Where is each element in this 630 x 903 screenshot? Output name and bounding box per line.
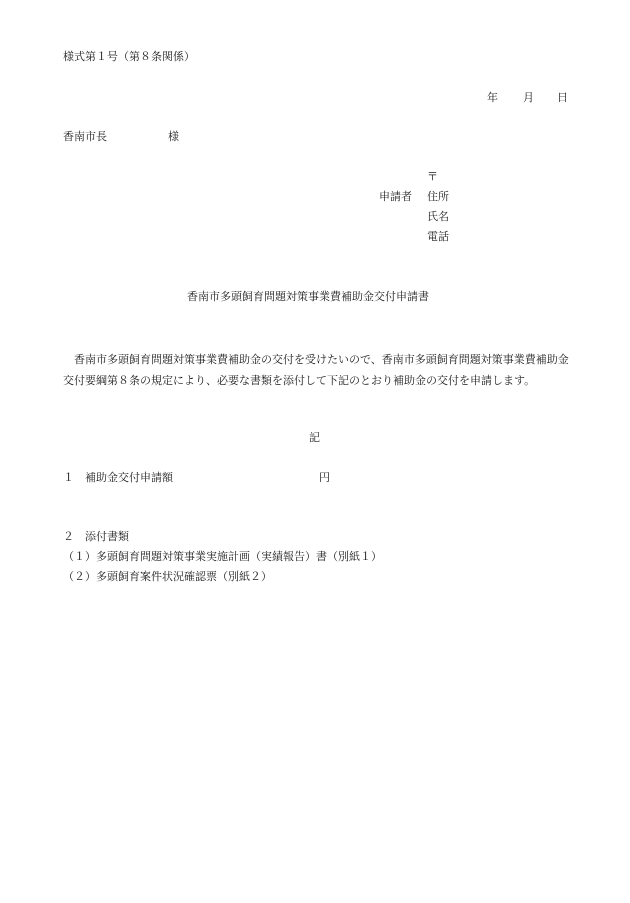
date-day: 日 [557,91,568,104]
date-year: 年 [487,91,498,104]
postal-mark: 〒 [427,170,438,183]
attachment-item: （１）多頭飼育問題対策事業実施計画（実績報告）書（別紙１） [63,550,382,563]
ki-heading: 記 [309,431,320,444]
name-label: 氏名 [427,210,449,223]
applicant-role-label: 申請者 [379,190,412,203]
attachment-item: （２）多頭飼育案件状況確認票（別紙２） [63,570,272,583]
document-title: 香南市多頭飼育問題対策事業費補助金交付申請書 [187,290,429,303]
body-paragraph: 香南市多頭飼育問題対策事業費補助金の交付を受けたいので、香南市多頭飼育問題対策事業費補助金交付要綱第８条の規定により、必要な書類を添付して下記のとおり補助金の交付を申請します。 [63,353,569,387]
phone-label: 電話 [427,230,449,243]
form-label: 様式第１号（第８条関係） [63,50,195,63]
addressee-honorific: 様 [168,130,179,143]
item-2-number: ２ [63,530,74,543]
item-2-label: 添付書類 [85,530,129,543]
address-label: 住所 [427,190,449,203]
item-1-number: １ [63,471,74,484]
item-1-label: 補助金交付申請額 [85,471,173,484]
addressee-title: 香南市長 [63,130,107,143]
date-month: 月 [523,91,534,104]
item-1-unit: 円 [319,471,330,484]
